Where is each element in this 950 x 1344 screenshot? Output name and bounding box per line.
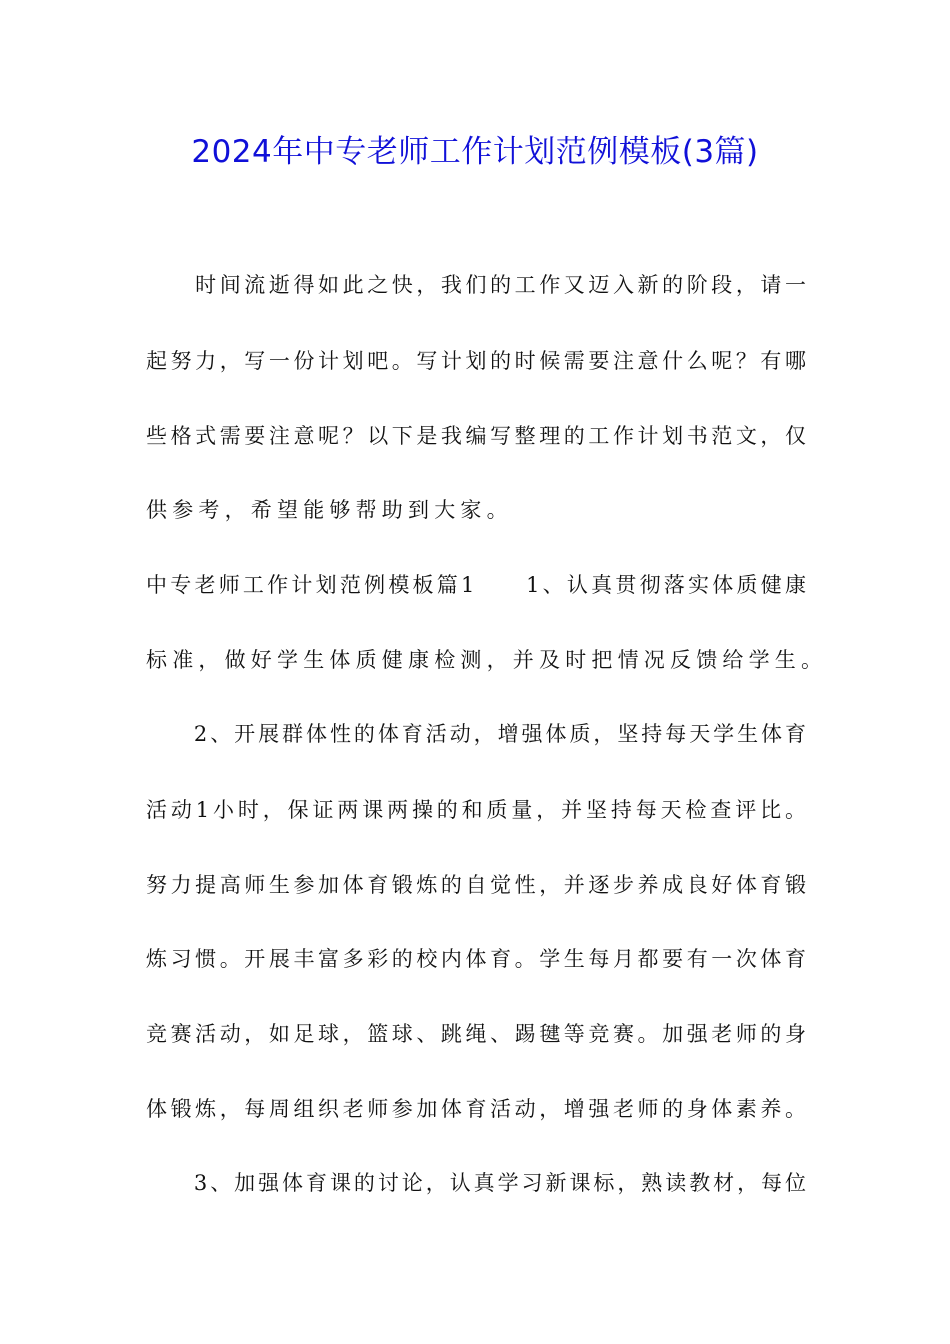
paragraph-line: 3、加强体育课的讨论，认真学习新课标，熟读教材，每位 <box>146 1171 806 1195</box>
document-title: 2024年中专老师工作计划范例模板(3篇) <box>191 134 759 170</box>
paragraph-line: 竞赛活动，如足球，篮球、跳绳、踢毽等竞赛。加强老师的身 <box>146 1022 806 1046</box>
paragraph-line: 炼习惯。开展丰富多彩的校内体育。学生每月都要有一次体育 <box>146 947 806 971</box>
paragraph-line: 起努力，写一份计划吧。写计划的时候需要注意什么呢？有哪 <box>146 349 806 373</box>
paragraph-line: 活动1小时，保证两课两操的和质量，并坚持每天检查评比。 <box>146 798 806 822</box>
paragraph-line: 些格式需要注意呢？以下是我编写整理的工作计划书范文，仅 <box>146 424 806 448</box>
paragraph-line: 供参考，希望能够帮助到大家。 <box>146 498 513 522</box>
paragraph-line: 标准，做好学生体质健康检测，并及时把情况反馈给学生。 <box>146 648 828 672</box>
section-heading-line: 中专老师工作计划范例模板篇1 1、认真贯彻落实体质健康 <box>146 573 806 597</box>
paragraph-line: 努力提高师生参加体育锻炼的自觉性，并逐步养成良好体育锻 <box>146 873 806 897</box>
paragraph-line: 体锻炼，每周组织老师参加体育活动，增强老师的身体素养。 <box>146 1097 806 1121</box>
paragraph-line: 时间流逝得如此之快，我们的工作又迈入新的阶段，请一 <box>146 273 806 297</box>
paragraph-line: 2、开展群体性的体育活动，增强体质，坚持每天学生体育 <box>146 722 806 746</box>
